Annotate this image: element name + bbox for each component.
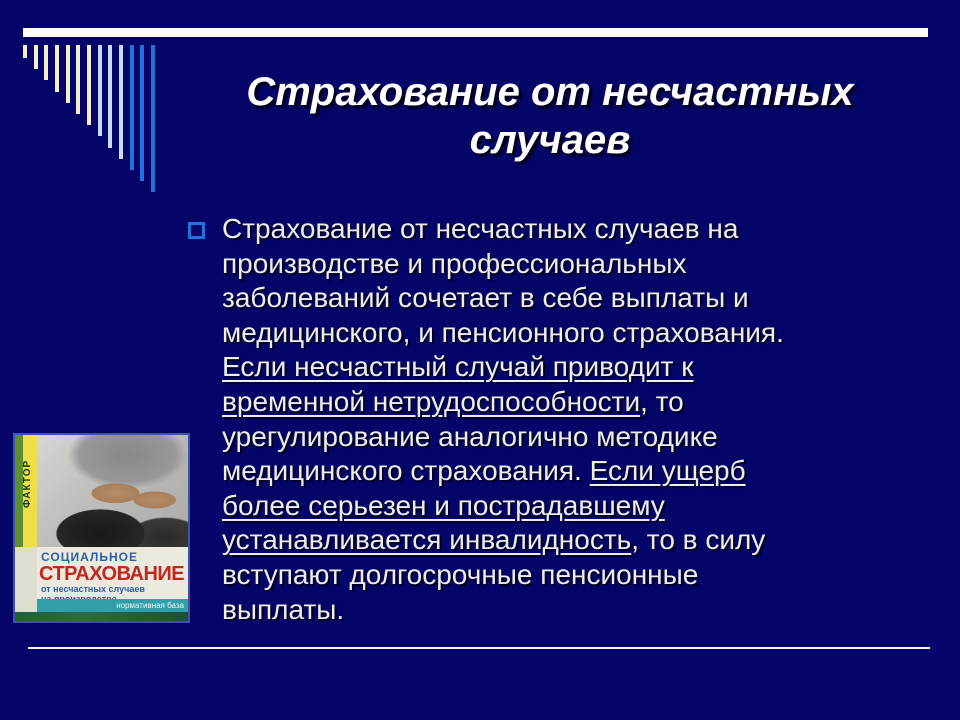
text-segment: заболеваний сочетает в себе выплаты и — [222, 282, 749, 314]
text-segment: медицинского страхования. — [222, 455, 590, 487]
body-line — [222, 489, 866, 524]
body-line — [222, 558, 866, 593]
stripe — [140, 45, 144, 181]
book-bottom-band — [15, 612, 188, 621]
text-segment: производстве и профессиональных — [222, 247, 687, 279]
underlined-segment: временной нетрудоспособности — [222, 385, 641, 417]
stripe — [34, 45, 38, 69]
body-line — [222, 385, 866, 420]
footer-divider-line — [28, 647, 930, 649]
text-segment: , то в силу — [631, 524, 766, 556]
stripe — [98, 45, 102, 136]
slide-title — [170, 68, 930, 164]
book-spine — [15, 435, 37, 547]
title-line-1: Страхование от несчастных — [246, 70, 854, 114]
stripe — [108, 45, 112, 148]
stripe — [44, 45, 48, 80]
book-title: СТРАХОВАНИЕ — [39, 563, 185, 585]
body-line — [222, 281, 866, 316]
body-line — [222, 420, 866, 455]
stripe-cascade-decoration — [23, 45, 173, 195]
bullet-text — [222, 212, 866, 627]
stripe — [119, 45, 123, 159]
body-line — [222, 247, 866, 282]
title-line-2: случаев — [469, 118, 631, 162]
text-segment: Страхование от несчастных случаев на — [222, 213, 739, 244]
book-subtitle-1: от несчастных случаев — [41, 584, 145, 594]
book-photo-worker-hands — [37, 435, 188, 547]
bullet-block — [186, 212, 866, 627]
book-footer-bar: нормативная база — [37, 599, 188, 612]
bullet-square-icon — [188, 222, 205, 239]
body-line — [222, 454, 866, 489]
text-segment: вступают долгосрочные пенсионные — [222, 558, 699, 590]
book-category: СОЦИАЛЬНОЕ — [41, 550, 138, 564]
stripe — [87, 45, 91, 125]
top-bar-decoration — [23, 28, 928, 37]
stripe — [66, 45, 70, 103]
book-spine-lower — [15, 540, 37, 612]
underlined-segment: Если несчастный случай приводит к — [222, 351, 694, 383]
stripe — [130, 45, 134, 170]
book-cover-image — [13, 433, 190, 623]
text-segment: медицинского, и пенсионного страхования. — [222, 316, 784, 348]
book-title-area — [37, 547, 188, 599]
underlined-segment: устанавливается инвалидность — [222, 524, 632, 556]
body-line — [222, 593, 866, 628]
body-line — [222, 523, 866, 558]
text-segment: урегулирование аналогично методике — [222, 420, 718, 452]
underlined-segment: Если ущерб — [589, 455, 746, 487]
body-line — [222, 212, 866, 247]
stripe — [23, 45, 27, 58]
text-segment: , то — [640, 385, 684, 417]
stripe — [151, 45, 155, 192]
text-segment: выплаты. — [222, 593, 345, 625]
body-line — [222, 350, 866, 385]
body-line — [222, 316, 866, 351]
underlined-segment: более серьезен и пострадавшему — [222, 489, 665, 521]
stripe — [55, 45, 59, 92]
stripe — [76, 45, 80, 114]
book-spine-label: ФАКТОР — [22, 459, 33, 508]
